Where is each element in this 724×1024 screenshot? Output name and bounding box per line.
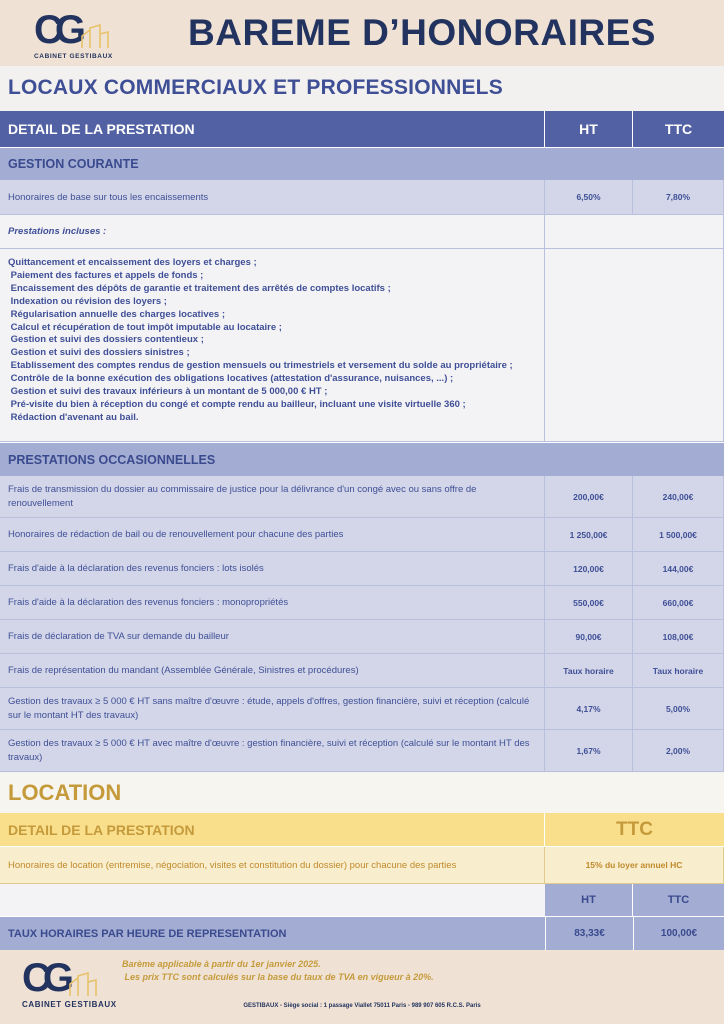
table-row xyxy=(0,518,724,552)
row-label: Gestion des travaux ≥ 5 000 € HT avec maître d'œuvre : gestion financière, suivi et réception (calculé sur le montant HT des travaux) xyxy=(0,730,545,772)
row-ht: 6,50% xyxy=(545,180,633,215)
row-label: Frais de représentation du mandant (Assemblée Générale, Sinistres et procédures) xyxy=(0,654,545,688)
row-ttc: Taux horaire xyxy=(633,654,724,688)
column-ht: HT xyxy=(545,111,633,147)
row-label: Honoraires de base sur tous les encaissements xyxy=(0,180,545,215)
empty-cell xyxy=(545,249,724,442)
row-ttc: 15% du loyer annuel HC xyxy=(545,847,724,884)
logo-name: CABINET GESTIBAUX xyxy=(34,53,113,60)
row-ttc: 240,00€ xyxy=(633,476,724,518)
table-row xyxy=(0,180,724,215)
logo-letters: CG xyxy=(34,8,78,52)
table-row xyxy=(0,688,724,730)
table-row xyxy=(0,215,724,249)
applicability-note xyxy=(122,958,434,983)
section-title-location: LOCATION xyxy=(8,780,122,805)
row-ht: 4,17% xyxy=(545,688,633,730)
band-gestion-courante xyxy=(0,147,724,180)
row-label: Frais d'aide à la déclaration des revenus fonciers : lots isolés xyxy=(0,552,545,586)
row-label: Frais d'aide à la déclaration des revenus fonciers : monopropriétés xyxy=(0,586,545,620)
row-ttc: 660,00€ xyxy=(633,586,724,620)
row-label: Honoraires de location (entremise, négociation, visites et constitution du dossier) pour chacune des parties xyxy=(0,847,545,884)
row-ttc: 1 500,00€ xyxy=(633,518,724,552)
logo-name: CABINET GESTIBAUX xyxy=(22,1000,117,1009)
section-title-commercial: LOCAUX COMMERCIAUX ET PROFESSIONNELS xyxy=(8,76,503,99)
row-label: Frais de déclaration de TVA sur demande du bailleur xyxy=(0,620,545,654)
table-row xyxy=(0,654,724,688)
row-ht: 83,33€ xyxy=(545,917,633,950)
table-row xyxy=(0,847,724,884)
row-label: TAUX HORAIRES PAR HEURE DE REPRESENTATION xyxy=(8,927,287,940)
included-services xyxy=(0,249,724,442)
row-label: Gestion des travaux ≥ 5 000 € HT sans maître d'œuvre : étude, appels d'offres, gestion financière, suivi et réception (calculé sur le montant HT des travaux) xyxy=(0,688,545,730)
column-ht: HT xyxy=(545,884,633,916)
table-row xyxy=(0,476,724,518)
row-ttc: 7,80% xyxy=(633,180,724,215)
row-ttc: 100,00€ xyxy=(633,917,724,950)
building-icon xyxy=(80,24,110,50)
legal-mention: GESTIBAUX - Siège social : 1 passage Viallet 75011 Paris - 989 907 605 R.C.S. Paris xyxy=(243,1003,481,1009)
band-label: PRESTATIONS OCCASIONNELLES xyxy=(8,452,216,467)
included-item: Régularisation annuelle des charges locatives ; xyxy=(8,308,225,320)
included-item: Rédaction d'avenant au bail. xyxy=(8,411,139,423)
row-ht: 550,00€ xyxy=(545,586,633,620)
location-header xyxy=(0,813,724,847)
table-row xyxy=(0,552,724,586)
included-item: Gestion et suivi des dossiers contentieux ; xyxy=(8,334,204,346)
row-label: Honoraires de rédaction de bail ou de renouvellement pour chacune des parties xyxy=(0,518,545,552)
row-ht: 120,00€ xyxy=(545,552,633,586)
row-ttc: 108,00€ xyxy=(633,620,724,654)
column-detail: DETAIL DE LA PRESTATION xyxy=(0,111,545,147)
column-ttc: TTC xyxy=(616,818,653,840)
row-ht: 200,00€ xyxy=(545,476,633,518)
row-ttc: 2,00% xyxy=(633,730,724,772)
included-item: Calcul et récupération de tout impôt imputable au locataire ; xyxy=(8,321,282,333)
table-row xyxy=(0,586,724,620)
included-item: Pré-visite du bien à réception du congé et compte rendu au bailleur, incluant une visite virtuelle 360 ; xyxy=(8,398,466,410)
band-label: GESTION COURANTE xyxy=(8,157,139,171)
included-list xyxy=(0,249,545,442)
table-row xyxy=(0,730,724,772)
row-ht: 90,00€ xyxy=(545,620,633,654)
included-item: Indexation ou révision des loyers ; xyxy=(8,295,167,307)
row-ht: 1,67% xyxy=(545,730,633,772)
column-ttc: TTC xyxy=(633,884,724,916)
included-item: Contrôle de la bonne exécution des obligations locatives (attestation d'assurance, nuisances, ...) ; xyxy=(8,373,454,385)
included-item: Gestion et suivi des dossiers sinistres ; xyxy=(8,347,190,359)
hourly-header xyxy=(0,884,724,916)
included-item: Paiement des factures et appels de fonds ; xyxy=(8,269,204,281)
included-label: Prestations incluses : xyxy=(0,215,545,249)
row-ttc: 5,00% xyxy=(633,688,724,730)
table-header xyxy=(0,111,724,147)
column-ttc: TTC xyxy=(664,121,693,137)
hourly-row xyxy=(0,916,724,950)
column-detail: DETAIL DE LA PRESTATION xyxy=(0,813,545,846)
table-row xyxy=(0,620,724,654)
document-title: BAREME D’HONORAIRES xyxy=(188,12,656,53)
note-line-1: Barème applicable à partir du 1er janvier 2025. xyxy=(122,959,321,969)
included-item: Encaissement des dépôts de garantie et traitement des arrêtés de comptes locatifs ; xyxy=(8,282,391,294)
band-occasionnelles xyxy=(0,442,724,476)
row-ht: 1 250,00€ xyxy=(545,518,633,552)
empty-cell xyxy=(545,215,724,249)
logo-letters: CG xyxy=(22,956,66,1000)
included-item: Quittancement et encaissement des loyers et charges ; xyxy=(8,257,257,268)
row-label: Frais de transmission du dossier au commissaire de justice pour la délivrance d'un congé avec ou sans offre de renouvellement xyxy=(0,476,545,518)
included-item: Etablissement des comptes rendus de gestion mensuels ou trimestriels et versement du solde au propriétaire ; xyxy=(8,360,513,372)
building-icon xyxy=(68,972,98,998)
row-ht: Taux horaire xyxy=(545,654,633,688)
included-item: Gestion et suivi des travaux inférieurs à un montant de 5 000,00 € HT ; xyxy=(8,386,328,398)
company-logo xyxy=(34,10,114,60)
note-line-2: Les prix TTC sont calculés sur la base du taux de TVA en vigueur à 20%. xyxy=(122,971,434,982)
row-ttc: 144,00€ xyxy=(633,552,724,586)
